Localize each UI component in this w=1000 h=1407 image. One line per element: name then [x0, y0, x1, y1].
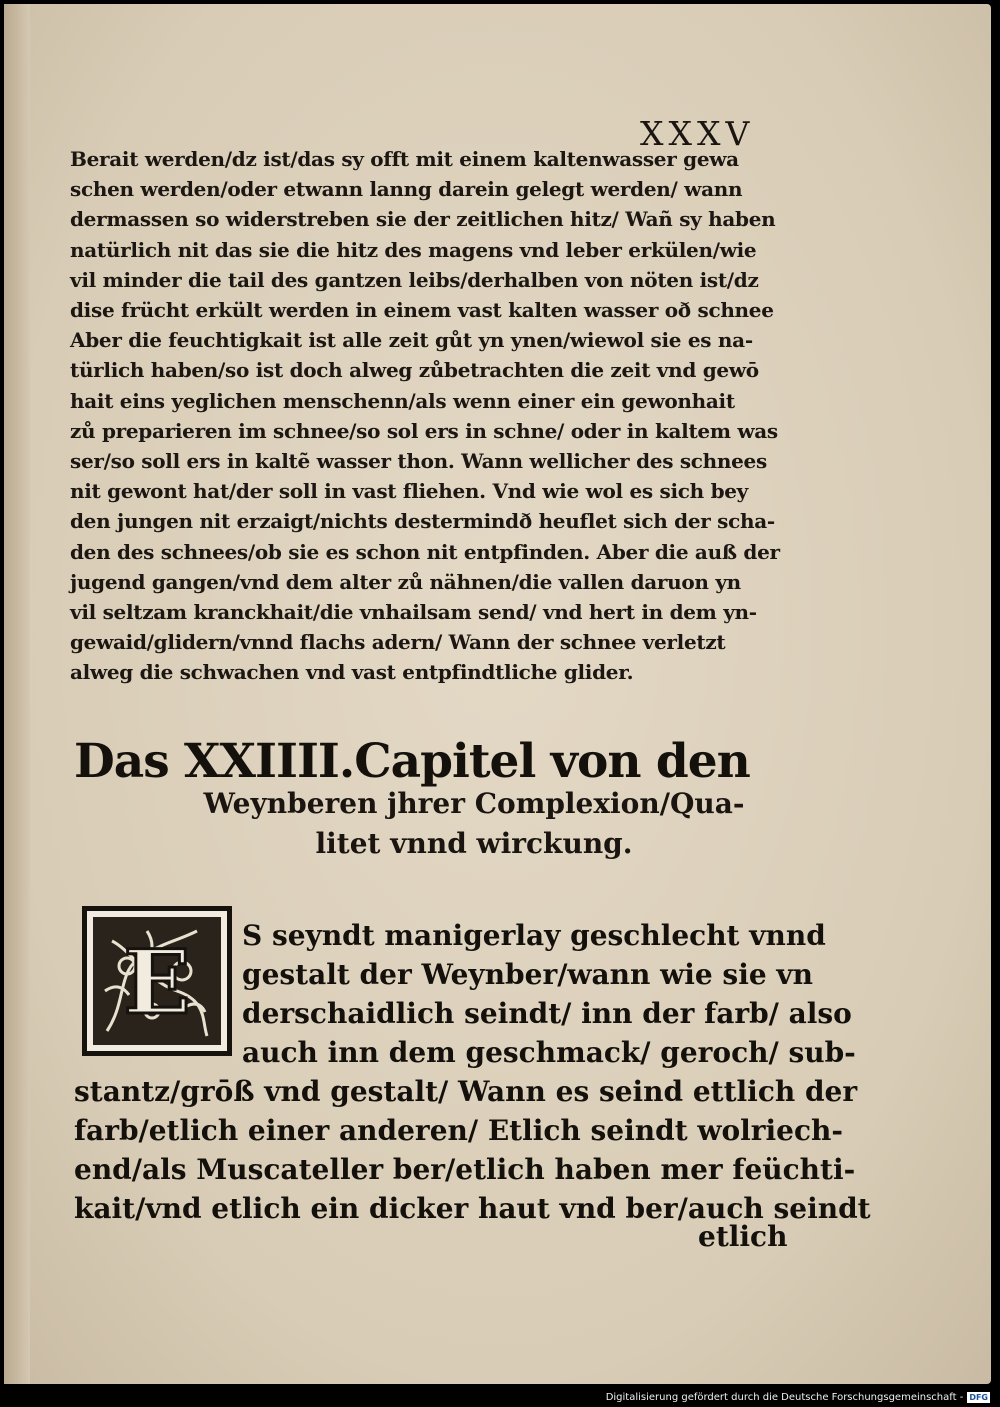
folio-number: XXXV — [640, 114, 755, 153]
paragraph-2-full-width — [74, 1072, 871, 1228]
paragraph-2-indented — [242, 916, 856, 1072]
text-line: den des schnees/ob sie es schon nit entpfinden. Aber die auß der — [70, 539, 780, 564]
decorated-initial — [82, 906, 232, 1056]
text-line: dermassen so widerstreben sie der zeitlichen hitz/ Wañ sy haben — [70, 207, 776, 232]
text-line: kait/vnd etlich ein dicker haut vnd ber/auch seindt — [74, 1192, 871, 1225]
text-line: gewaid/glidern/vnnd flachs adern/ Wann der schnee verletzt — [70, 630, 726, 655]
text-line: den jungen nit erzaigt/nichts destermindð heuflet sich der scha- — [70, 509, 775, 534]
text-line: farb/etlich einer anderen/ Etlich seindt wolriech- — [74, 1114, 844, 1147]
text-line: gestalt der Weynber/wann wie sie vn — [242, 958, 814, 991]
subtitle-line: litet vnnd wirckung. — [315, 827, 633, 860]
text-line: schen werden/oder etwann lanng darein gelegt werden/ wann — [70, 177, 743, 202]
footer-credit — [606, 1392, 990, 1403]
text-line: Aber die feuchtigkait ist alle zeit gůt yn ynen/wiewol sie es na- — [70, 328, 753, 353]
text-line: jugend gangen/vnd dem alter zů nähnen/die vallen daruon yn — [70, 569, 741, 594]
page-gutter — [4, 4, 30, 1384]
text-line: Berait werden/dz ist/das sy offt mit einem kaltenwasser gewa — [70, 147, 739, 171]
text-line: vil seltzam kranckhait/die vnhailsam send/ vnd hert in dem yn- — [70, 600, 757, 625]
initial-letter: E — [123, 930, 191, 1034]
floral-initial-icon — [87, 911, 227, 1051]
text-line: ser/so soll ers in kaltẽ wasser thon. Wann wellicher des schnees — [70, 449, 767, 474]
text-line: türlich haben/so ist doch alweg zůbetrachten die zeit vnd gewō — [70, 358, 759, 383]
text-line: auch inn dem geschmack/ geroch/ sub- — [242, 1036, 856, 1069]
chapter-subtitle — [144, 784, 804, 864]
text-line: dise frücht erkült werden in einem vast kalten wasser oð schnee — [70, 298, 774, 323]
footer-text: Digitalisierung gefördert durch die Deutsche Forschungsgemeinschaft - — [605, 1392, 964, 1403]
text-line: derschaidlich seindt/ inn der farb/ also — [242, 997, 852, 1030]
text-line: natürlich nit das sie die hitz des magens vnd leber erkülen/wie — [70, 237, 757, 262]
text-line: hait eins yeglichen menschenn/als wenn einer ein gewonhait — [70, 388, 735, 413]
book-page — [4, 4, 991, 1384]
text-line: zů preparieren im schnee/so sol ers in schne/ oder in kaltem was — [70, 418, 778, 443]
text-line: alweg die schwachen vnd vast entpfindtliche glider. — [70, 660, 634, 685]
text-line: stantz/grōß vnd gestalt/ Wann es seind ettlich der — [74, 1075, 858, 1108]
chapter-title: Das XXIIII.Capitel von den — [74, 734, 750, 789]
subtitle-line: Weynberen jhrer Complexion/Qua- — [203, 787, 745, 820]
text-line: end/als Muscateller ber/etlich haben mer feüchti- — [74, 1153, 856, 1186]
dfg-logo-icon: DFG — [969, 1393, 988, 1402]
paragraph-1 — [70, 144, 800, 688]
text-line: nit gewont hat/der soll in vast fliehen. Vnd wie wol es sich bey — [70, 479, 748, 504]
text-line: S seyndt manigerlay geschlecht vnnd — [242, 919, 826, 952]
catchword: etlich — [698, 1220, 788, 1253]
text-line: vil minder die tail des gantzen leibs/derhalben von nöten ist/dz — [70, 267, 759, 292]
